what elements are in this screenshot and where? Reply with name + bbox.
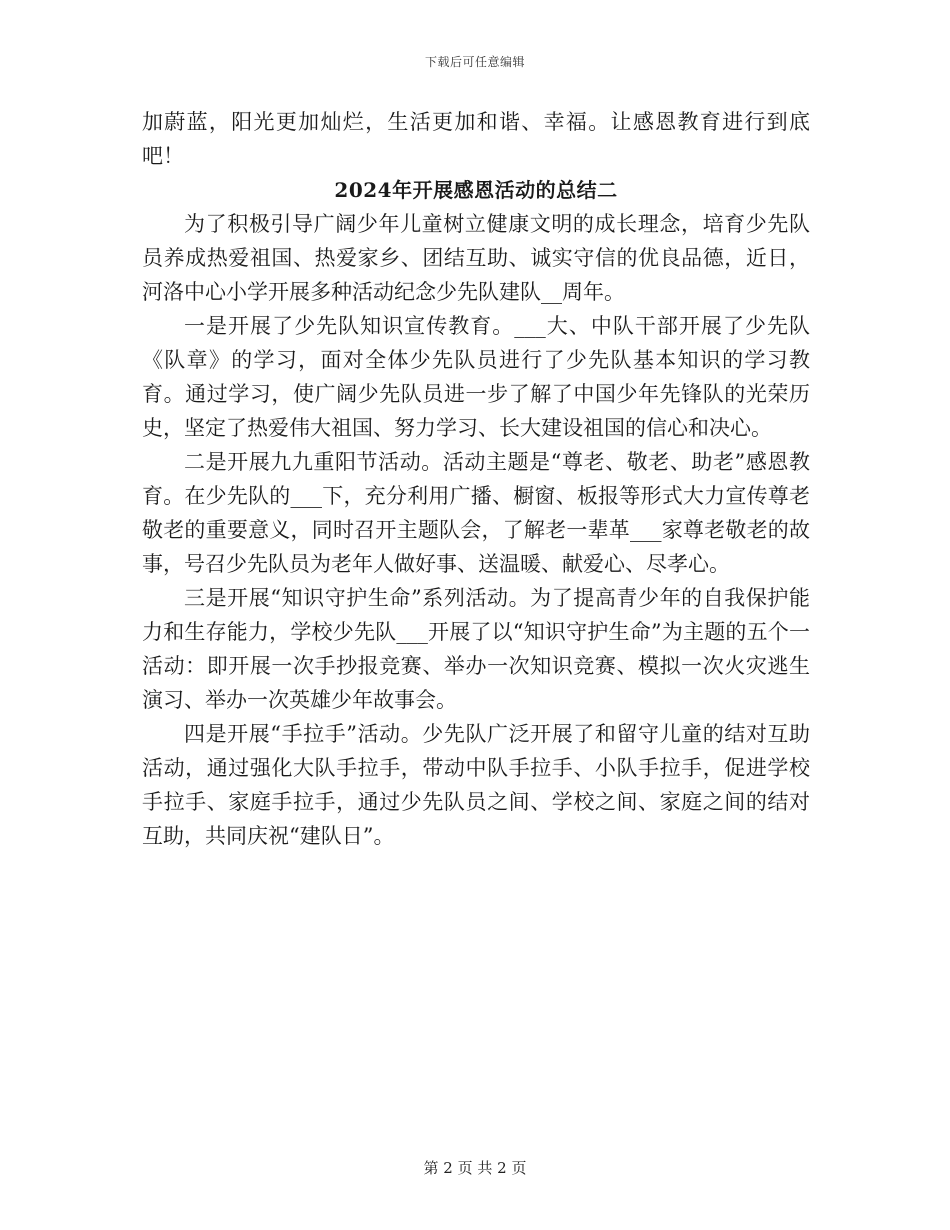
paragraph-intro: 为了积极引导广阔少年儿童树立健康文明的成长理念，培育少先队员养成热爱祖国、热爱家乡、团结互助、诚实守信的优良品德，近日，河洛中心小学开展多种活动纪念少先队建队__周年。 — [142, 212, 810, 304]
document-body — [142, 105, 810, 853]
page-number: 第 2 页 共 2 页 — [423, 1159, 527, 1177]
paragraph-one: 一是开展了少先队知识宣传教育。___大、中队干部开展了少先队《队章》的学习，面对全体少先队员进行了少先队基本知识的学习教育。通过学习，使广阔少先队员进一步了解了中国少年先锋队的光荣历史，坚定了热爱伟大祖国、努力学习、长大建设祖国的信心和决心。 — [142, 314, 810, 440]
paragraph-three: 三是开展“知识守护生命”系列活动。为了提高青少年的自我保护能力和生存能力，学校少先队___开展了以“知识守护生命”为主题的五个一活动：即开展一次手抄报竞赛、举办一次知识竞赛、模拟一次火灾逃生演习、举办一次英雄少年故事会。 — [142, 586, 810, 712]
page-header: 下载后可任意编辑 — [424, 55, 525, 69]
paragraph-two: 二是开展九九重阳节活动。活动主题是“尊老、敬老、助老”感恩教育。在少先队的___下，充分利用广播、橱窗、板报等形式大力宣传尊老敬老的重要意义，同时召开主题队会，了解老一辈革___家尊老敬老的故事，号召少先队员为老年人做好事、送温暖、献爱心、尽孝心。 — [142, 450, 810, 576]
continuation-paragraph: 加蔚蓝，阳光更加灿烂，生活更加和谐、幸福。让感恩教育进行到底吧！ — [142, 110, 810, 168]
paragraph-four: 四是开展“手拉手”活动。少先队广泛开展了和留守儿童的结对互助活动，通过强化大队手拉手，带动中队手拉手、小队手拉手，促进学校手拉手、家庭手拉手，通过少先队员之间、学校之间、家庭之间的结对互助，共同庆祝“建队日”。 — [142, 722, 810, 848]
document-title: 2024年开展感恩活动的总结二 — [334, 178, 618, 202]
